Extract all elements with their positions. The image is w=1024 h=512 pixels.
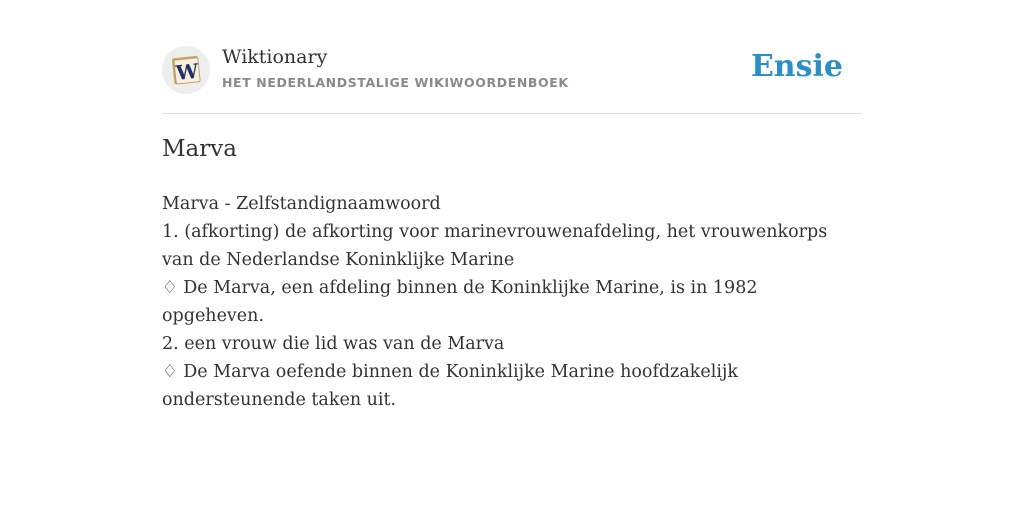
ensie-brand-link[interactable]: Ensie: [750, 49, 843, 84]
example-1: ♢ De Marva, een afdeling binnen de Koninklijke Marine, is in 1982 opgeheven.: [162, 278, 758, 326]
site-tagline: HET NEDERLANDSTALIGE WIKIWOORDENBOEK: [222, 75, 569, 90]
definition-2: 2. een vrouw die lid was van de Marva: [162, 334, 505, 354]
logo-letter: W: [174, 58, 200, 85]
site-name[interactable]: Wiktionary: [222, 46, 328, 68]
page-title: Marva: [162, 136, 237, 162]
site-header: [162, 42, 862, 114]
definition-body: [162, 190, 862, 414]
definition-1: 1. (afkorting) de afkorting voor marinevrouwenafdeling, het vrouwenkorps van de Nederlandse Koninklijke Marine: [162, 222, 828, 270]
example-2: ♢ De Marva oefende binnen de Koninklijke Marine hoofdzakelijk ondersteunende taken uit.: [162, 362, 738, 410]
word-class-line: Marva - Zelfstandignaamwoord: [162, 194, 441, 214]
wiktionary-logo-icon[interactable]: [162, 46, 210, 94]
